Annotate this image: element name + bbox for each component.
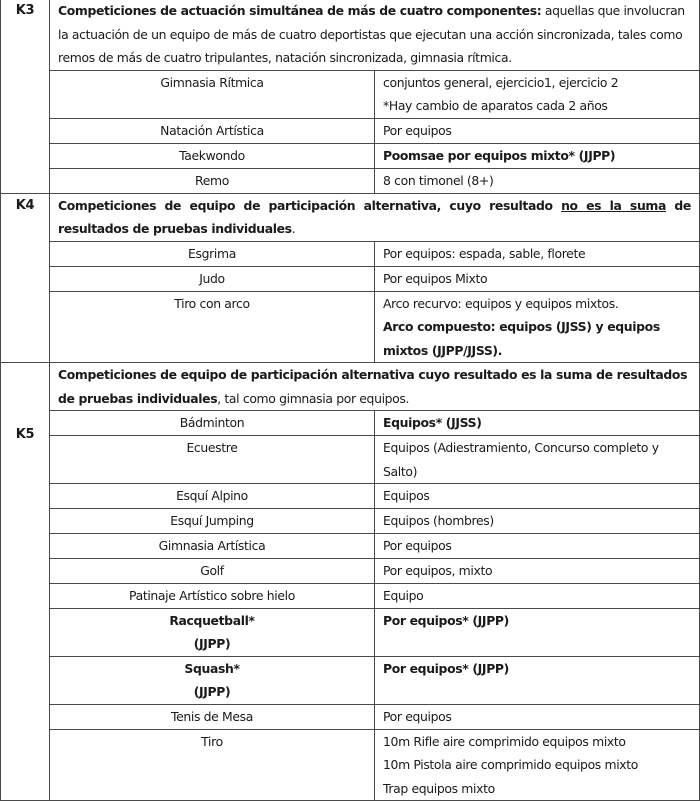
event-description: Equipos* (JJSS): [375, 411, 700, 436]
event-line: Arco compuesto: equipos (JJSS) y equipos mixtos (JJPP/JJSS).: [383, 319, 660, 358]
event-line: Trap equipos mixto: [383, 780, 495, 796]
description-bold: de resultados de pruebas individuales: [58, 197, 691, 236]
sport-name: Gimnasia Rítmica: [50, 70, 375, 118]
table-row: [1, 608, 700, 656]
sport-line: (JJPP): [193, 684, 231, 699]
table-row: [1, 70, 700, 118]
event-description: Equipos (Adiestramiento, Concurso completo y Salto): [375, 436, 700, 484]
description-text: aquellas que involucran la actuación de un equipo de más de cuatro deportistas que ejecutan una acción sincronizada, tales como remos de más de cuatro tripulantes, natación sincronizada, gimnasia rítmica.: [58, 3, 685, 65]
section-k5-header-row: [1, 363, 700, 411]
sport-name: Ecuestre: [50, 436, 375, 484]
sport-name: Tiro: [50, 729, 375, 801]
sport-name: [50, 656, 375, 704]
category-code-k3: K3: [1, 0, 50, 193]
sport-name: Patinaje Artístico sobre hielo: [50, 584, 375, 609]
sport-name: Taekwondo: [50, 143, 375, 168]
table-row: [1, 559, 700, 584]
event-note: *Hay cambio de aparatos cada 2 años: [383, 98, 608, 113]
sport-name: Esquí Jumping: [50, 509, 375, 534]
sport-name: Tiro con arco: [50, 291, 375, 363]
event-description: Por equipos* (JJPP): [375, 656, 700, 704]
table-row: [1, 584, 700, 609]
sport-name: Tenis de Mesa: [50, 704, 375, 729]
description-text: .: [291, 221, 296, 236]
table-row: [1, 266, 700, 291]
category-description-k3: [50, 0, 700, 70]
table-row: [1, 436, 700, 484]
event-description: Equipos: [375, 484, 700, 509]
sport-line: Squash*: [184, 660, 240, 676]
table-row: [1, 291, 700, 363]
sport-name: [50, 608, 375, 656]
sport-name: Esquí Alpino: [50, 484, 375, 509]
table-row: [1, 411, 700, 436]
sport-name: Bádminton: [50, 411, 375, 436]
event-description: Por equipos, mixto: [375, 559, 700, 584]
event-description: Por equipos: espada, sable, florete: [375, 241, 700, 266]
description-bold: Competiciones de equipo de participación alternativa cuyo resultado es la suma de resultados de pruebas individuales: [58, 367, 688, 406]
description-text: , tal como gimnasia por equipos.: [217, 390, 410, 406]
event-description: Por equipos: [375, 118, 700, 143]
table-row: [1, 656, 700, 704]
sport-name: Natación Artística: [50, 118, 375, 143]
sport-name: Judo: [50, 266, 375, 291]
event-description: Equipo: [375, 584, 700, 609]
section-k3-header-row: [1, 0, 700, 70]
sport-line: Racquetball*: [169, 612, 255, 628]
category-description-k4: [50, 193, 700, 241]
table-row: [1, 168, 700, 193]
table-row: [1, 241, 700, 266]
event-description: Por equipos: [375, 704, 700, 729]
category-code-k4: K4: [1, 193, 50, 363]
event-description: Por equipos: [375, 534, 700, 559]
event-line: Arco recurvo: equipos y equipos mixtos.: [383, 295, 619, 311]
event-description: Por equipos Mixto: [375, 266, 700, 291]
sport-name: Esgrima: [50, 241, 375, 266]
section-k4-header-row: [1, 193, 700, 241]
sport-name: Golf: [50, 559, 375, 584]
description-bold: Competiciones de equipo de participación alternativa, cuyo resultado: [58, 197, 562, 213]
table-row: [1, 143, 700, 168]
sport-name: Remo: [50, 168, 375, 193]
event-description: [375, 291, 700, 363]
sport-name: Gimnasia Artística: [50, 534, 375, 559]
event-line: conjuntos general, ejercicio1, ejercicio 2: [383, 74, 619, 90]
table-row: [1, 534, 700, 559]
table-row: [1, 484, 700, 509]
event-line: 10m Pistola aire comprimido equipos mixto: [383, 757, 639, 772]
table-row: [1, 509, 700, 534]
description-underlined: no es la suma: [561, 197, 666, 213]
event-description: Por equipos* (JJPP): [375, 608, 700, 656]
description-bold: Competiciones de actuación simultánea de más de cuatro componentes:: [58, 3, 542, 18]
event-line: 10m Rifle aire comprimido equipos mixto: [383, 733, 626, 749]
table-row: [1, 118, 700, 143]
table-row: [1, 704, 700, 729]
event-description: Poomsae por equipos mixto* (JJPP): [375, 143, 700, 168]
event-description: [375, 70, 700, 118]
sport-line: (JJPP): [193, 636, 231, 651]
event-description: 8 con timonel (8+): [375, 168, 700, 193]
event-description: Equipos (hombres): [375, 509, 700, 534]
category-description-k5: [50, 363, 700, 411]
category-code-k5: K5: [1, 363, 50, 801]
